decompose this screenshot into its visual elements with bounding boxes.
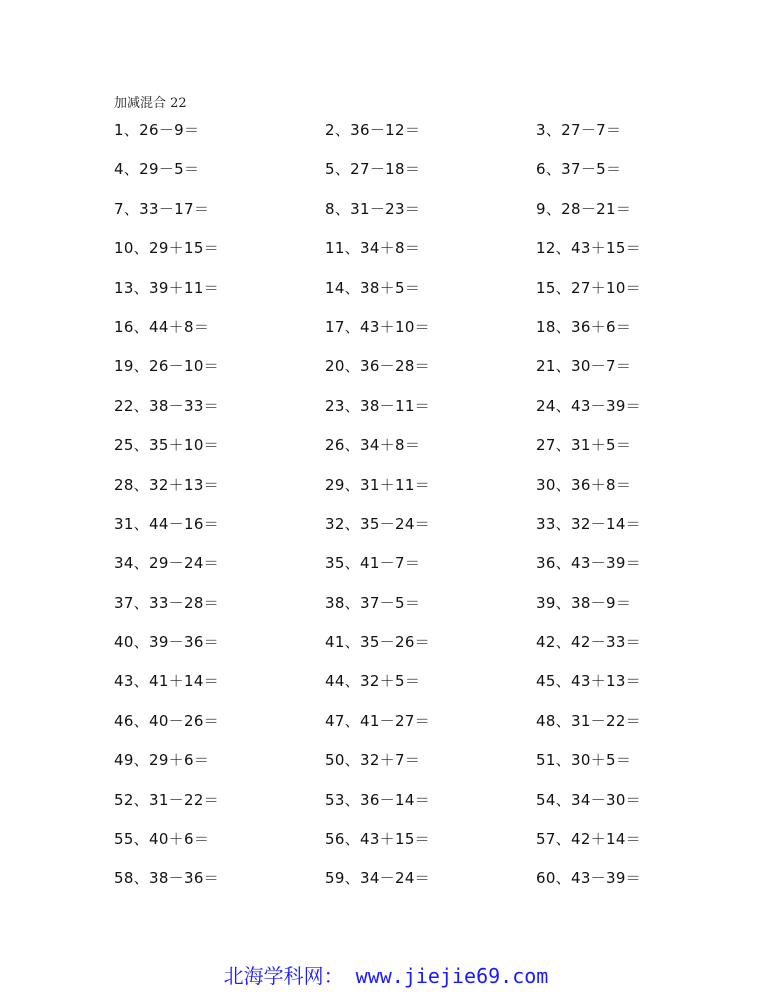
worksheet-title: 加减混合 22 (114, 96, 187, 111)
problem-item: 58、38－36＝ (114, 869, 219, 888)
problem-item: 11、34＋8＝ (325, 239, 421, 258)
problem-item: 28、32＋13＝ (114, 475, 219, 494)
problem-item: 26、34＋8＝ (325, 436, 421, 455)
problem-item: 8、31－23＝ (325, 199, 421, 218)
problem-item: 55、40＋6＝ (114, 830, 210, 849)
problem-item: 6、37－5＝ (536, 160, 622, 179)
problem-item: 54、34－30＝ (536, 790, 641, 809)
problem-item: 30、36＋8＝ (536, 475, 632, 494)
problem-item: 14、38＋5＝ (325, 278, 421, 297)
problem-item: 52、31－22＝ (114, 790, 219, 809)
problem-item: 23、38－11＝ (325, 396, 430, 415)
problem-item: 10、29＋15＝ (114, 239, 219, 258)
problem-item: 53、36－14＝ (325, 790, 430, 809)
problem-item: 16、44＋8＝ (114, 317, 210, 336)
problem-item: 1、26－9＝ (114, 121, 200, 139)
problem-item: 29、31＋11＝ (325, 475, 430, 494)
problem-item: 25、35＋10＝ (114, 436, 219, 455)
problem-item: 19、26－10＝ (114, 357, 219, 376)
problem-item: 36、43－39＝ (536, 554, 641, 573)
problem-item: 48、31－22＝ (536, 711, 641, 730)
problem-item: 22、38－33＝ (114, 396, 219, 415)
problem-item: 35、41－7＝ (325, 554, 421, 573)
problem-item: 38、37－5＝ (325, 593, 421, 612)
problem-item: 57、42＋14＝ (536, 830, 641, 849)
problem-item: 59、34－24＝ (325, 869, 430, 888)
problem-item: 2、36－12＝ (325, 121, 421, 139)
problem-item: 31、44－16＝ (114, 514, 219, 533)
problem-item: 42、42－33＝ (536, 633, 641, 652)
problem-item: 32、35－24＝ (325, 514, 430, 533)
problem-item: 44、32＋5＝ (325, 672, 421, 691)
problem-item: 40、39－36＝ (114, 633, 219, 652)
problem-item: 34、29－24＝ (114, 554, 219, 573)
problem-item: 13、39＋11＝ (114, 278, 219, 297)
problem-item: 49、29＋6＝ (114, 751, 210, 770)
problem-item: 20、36－28＝ (325, 357, 430, 376)
problem-item: 15、27＋10＝ (536, 278, 641, 297)
problem-item: 12、43＋15＝ (536, 239, 641, 258)
problem-item: 41、35－26＝ (325, 633, 430, 652)
problem-item: 27、31＋5＝ (536, 436, 632, 455)
problem-item: 4、29－5＝ (114, 160, 200, 179)
problem-item: 3、27－7＝ (536, 121, 622, 139)
problem-item: 43、41＋14＝ (114, 672, 219, 691)
problem-item: 39、38－9＝ (536, 593, 632, 612)
problem-item: 50、32＋7＝ (325, 751, 421, 770)
footer-website[interactable]: 北海学科网： www.jiejie69.com (223, 964, 549, 988)
problem-item: 18、36＋6＝ (536, 317, 632, 336)
problem-item: 21、30－7＝ (536, 357, 632, 376)
problem-item: 5、27－18＝ (325, 160, 421, 179)
problem-item: 60、43－39＝ (536, 869, 641, 888)
problem-item: 56、43＋15＝ (325, 830, 430, 849)
problem-item: 51、30＋5＝ (536, 751, 632, 770)
problem-item: 45、43＋13＝ (536, 672, 641, 691)
problem-item: 33、32－14＝ (536, 514, 641, 533)
problem-item: 37、33－28＝ (114, 593, 219, 612)
problem-item: 9、28－21＝ (536, 199, 632, 218)
problem-item: 7、33－17＝ (114, 199, 210, 218)
problem-item: 47、41－27＝ (325, 711, 430, 730)
problem-item: 24、43－39＝ (536, 396, 641, 415)
problem-item: 46、40－26＝ (114, 711, 219, 730)
problem-grid (114, 119, 674, 907)
problem-item: 17、43＋10＝ (325, 317, 430, 336)
